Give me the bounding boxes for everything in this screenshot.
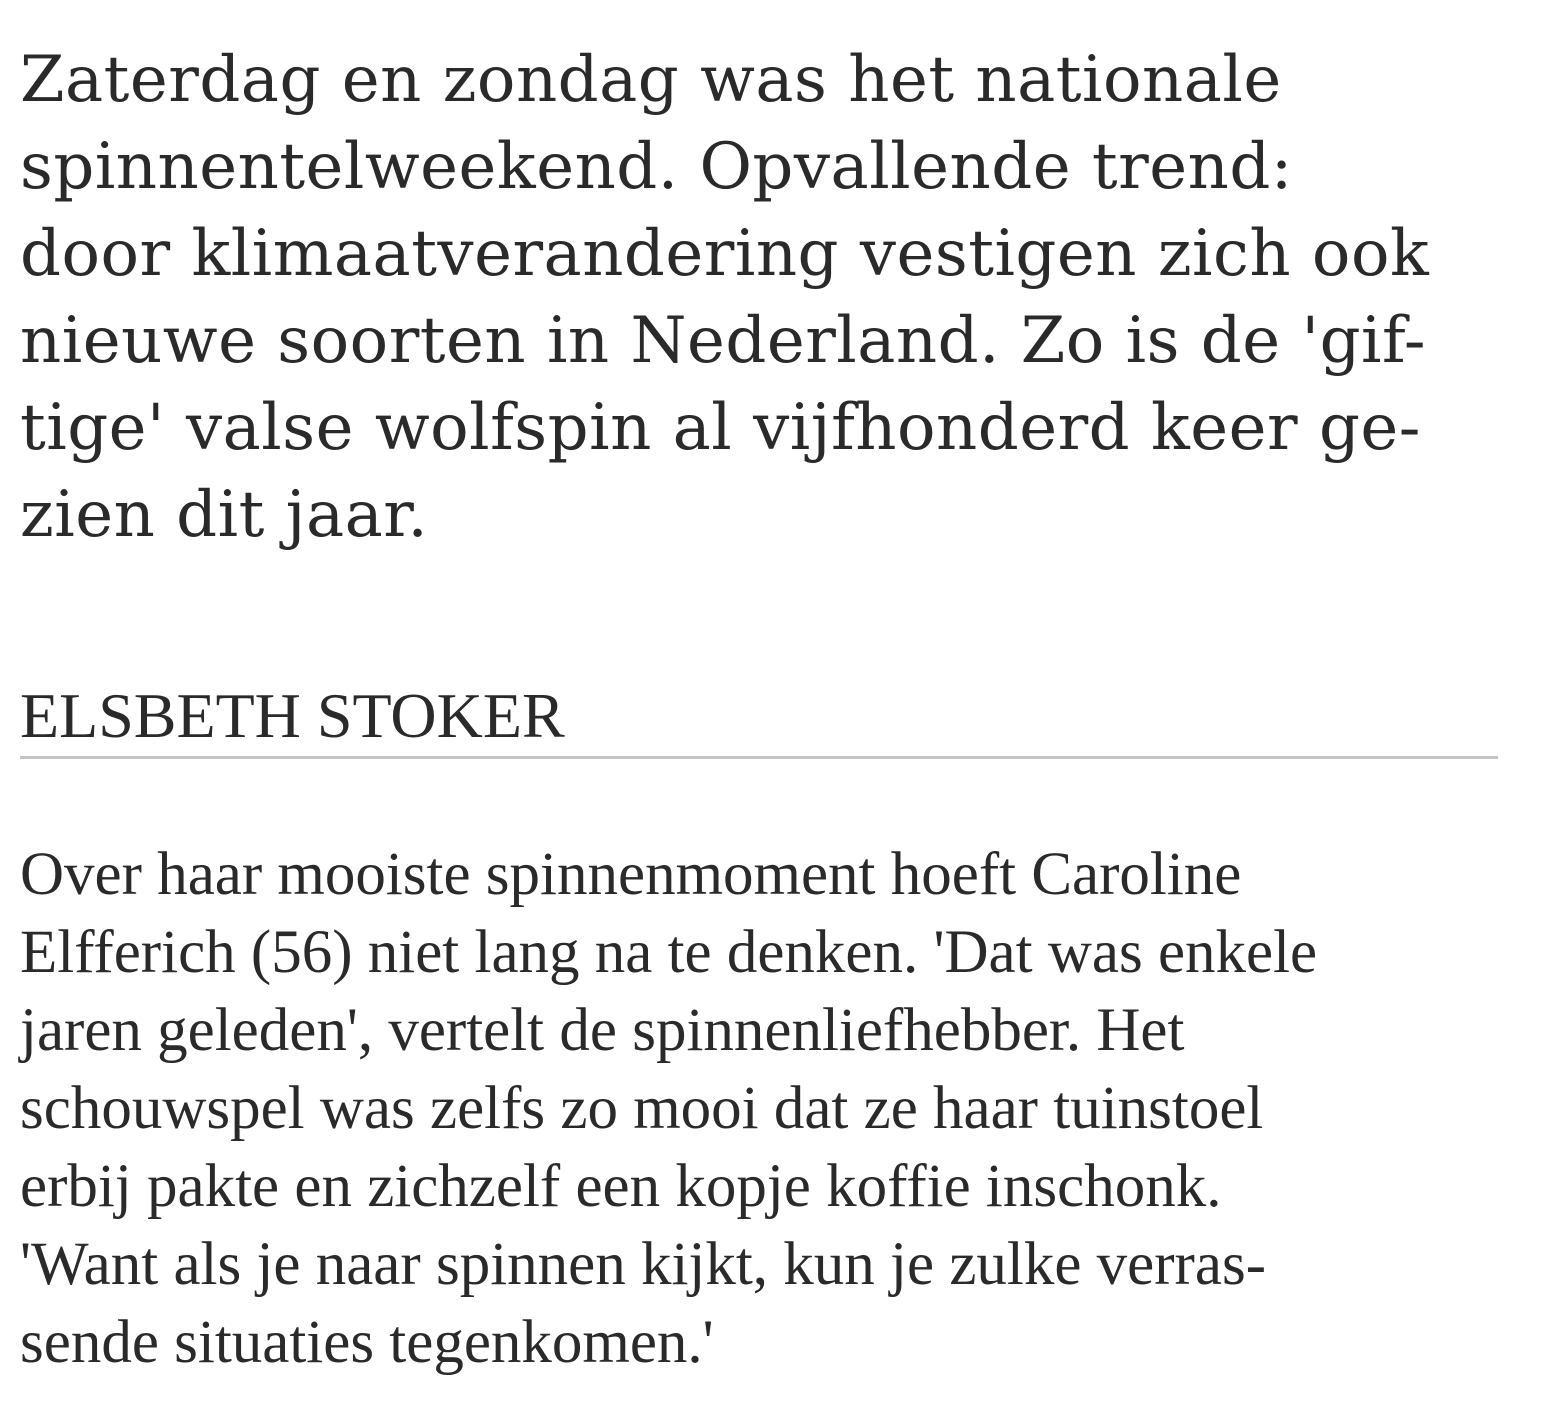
- article: [20, 0, 1500, 1376]
- intro-line: spinnentelweekend. Opvallende trend:: [20, 130, 1293, 204]
- body-line: Elfferich (56) niet lang na te denken. 'Dat was enkele: [20, 919, 1318, 986]
- body-line: jaren geleden', vertelt de spinnenliefhebber. Het: [20, 997, 1185, 1064]
- body-line: 'Want als je naar spinnen kijkt, kun je zulke verras-: [20, 1231, 1267, 1298]
- intro-line: door klimaatverandering vestigen zich ook: [20, 217, 1430, 291]
- body-line: erbij pakte en zichzelf een kopje koffie inschonk.: [20, 1153, 1222, 1220]
- byline-divider: [20, 756, 1498, 759]
- intro-line: zien dit jaar.: [20, 478, 429, 552]
- body-line: schouwspel was zelfs zo mooi dat ze haar tuinstoel: [20, 1075, 1264, 1142]
- body-line: sende situaties tegenkomen.': [20, 1309, 714, 1376]
- article-intro: [20, 0, 1500, 559]
- intro-line: nieuwe soorten in Nederland. Zo is de 'gif-: [20, 304, 1427, 378]
- article-body: [20, 836, 1317, 1382]
- body-line: Over haar mooiste spinnenmoment hoeft Caroline: [20, 841, 1242, 908]
- author-byline: ELSBETH STOKER: [20, 680, 565, 751]
- intro-line: tige' valse wolfspin al vijfhonderd keer ge-: [20, 391, 1421, 465]
- intro-line: Zaterdag en zondag was het nationale: [20, 43, 1282, 117]
